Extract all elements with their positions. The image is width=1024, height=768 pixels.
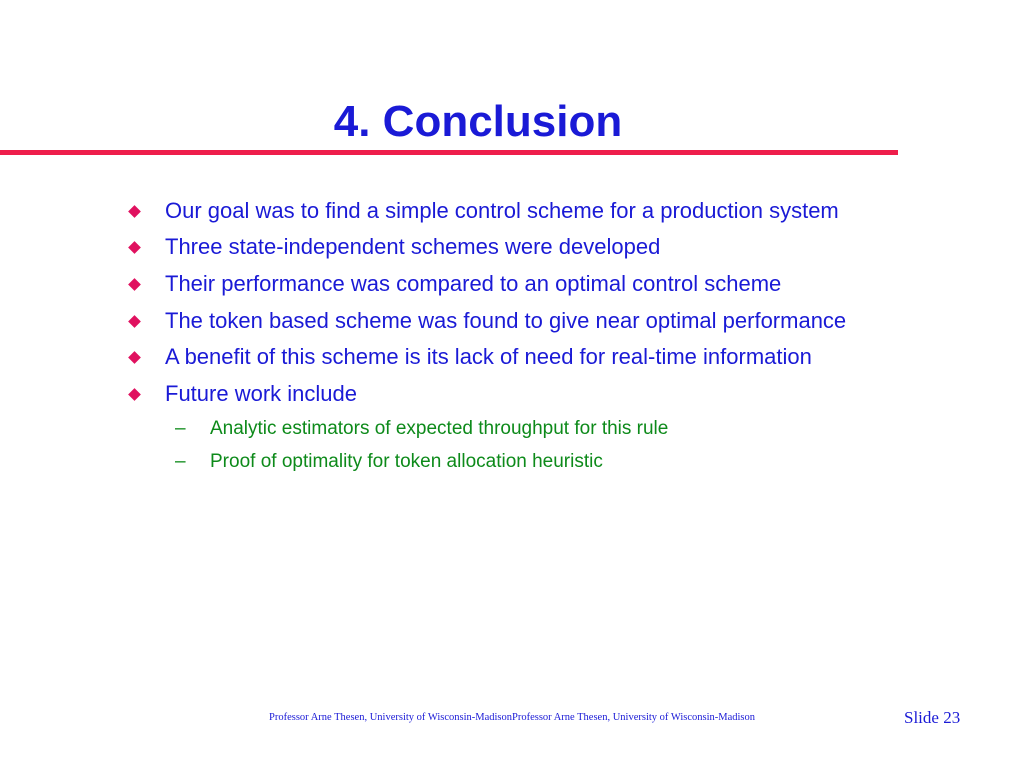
- dash-marker: –: [175, 451, 186, 472]
- sub-bullet-text: Proof of optimality for token allocation heuristic: [210, 451, 603, 472]
- footer-text: Professor Arne Thesen, University of Wisconsin-MadisonProfessor Arne Thesen, University of Wisconsin-Madison: [269, 712, 755, 723]
- diamond-bullet-icon: [128, 388, 141, 401]
- dash-marker: –: [175, 418, 186, 439]
- bullet-text: The token based scheme was found to give near optimal performance: [165, 308, 847, 333]
- bullet-item: [127, 234, 1007, 264]
- bullet-item: [127, 344, 1007, 374]
- bullet-item: [127, 381, 1007, 411]
- sub-bullet-item: [175, 451, 975, 477]
- diamond-bullet-icon: [128, 205, 141, 218]
- diamond-bullet-icon: [128, 241, 141, 254]
- slide-title: 4. Conclusion: [333, 97, 623, 146]
- diamond-bullet-icon: [128, 278, 141, 291]
- sub-bullet-item: [175, 418, 975, 444]
- bullet-text: Our goal was to find a simple control scheme for a production system: [165, 198, 839, 223]
- diamond-bullet-icon: [128, 351, 141, 364]
- bullet-item: [127, 271, 1007, 301]
- bullet-text: Three state-independent schemes were developed: [165, 234, 661, 259]
- slide-number: Slide 23: [904, 708, 961, 727]
- bullet-text: Future work include: [165, 381, 357, 406]
- sub-bullet-text: Analytic estimators of expected throughput for this rule: [210, 418, 669, 439]
- title-underline-rule: [0, 150, 898, 155]
- diamond-bullet-icon: [128, 315, 141, 328]
- bullet-item: [127, 198, 1007, 228]
- bullet-text: Their performance was compared to an optimal control scheme: [165, 271, 782, 296]
- bullet-item: [127, 308, 1007, 338]
- bullet-text: A benefit of this scheme is its lack of need for real-time information: [165, 344, 812, 369]
